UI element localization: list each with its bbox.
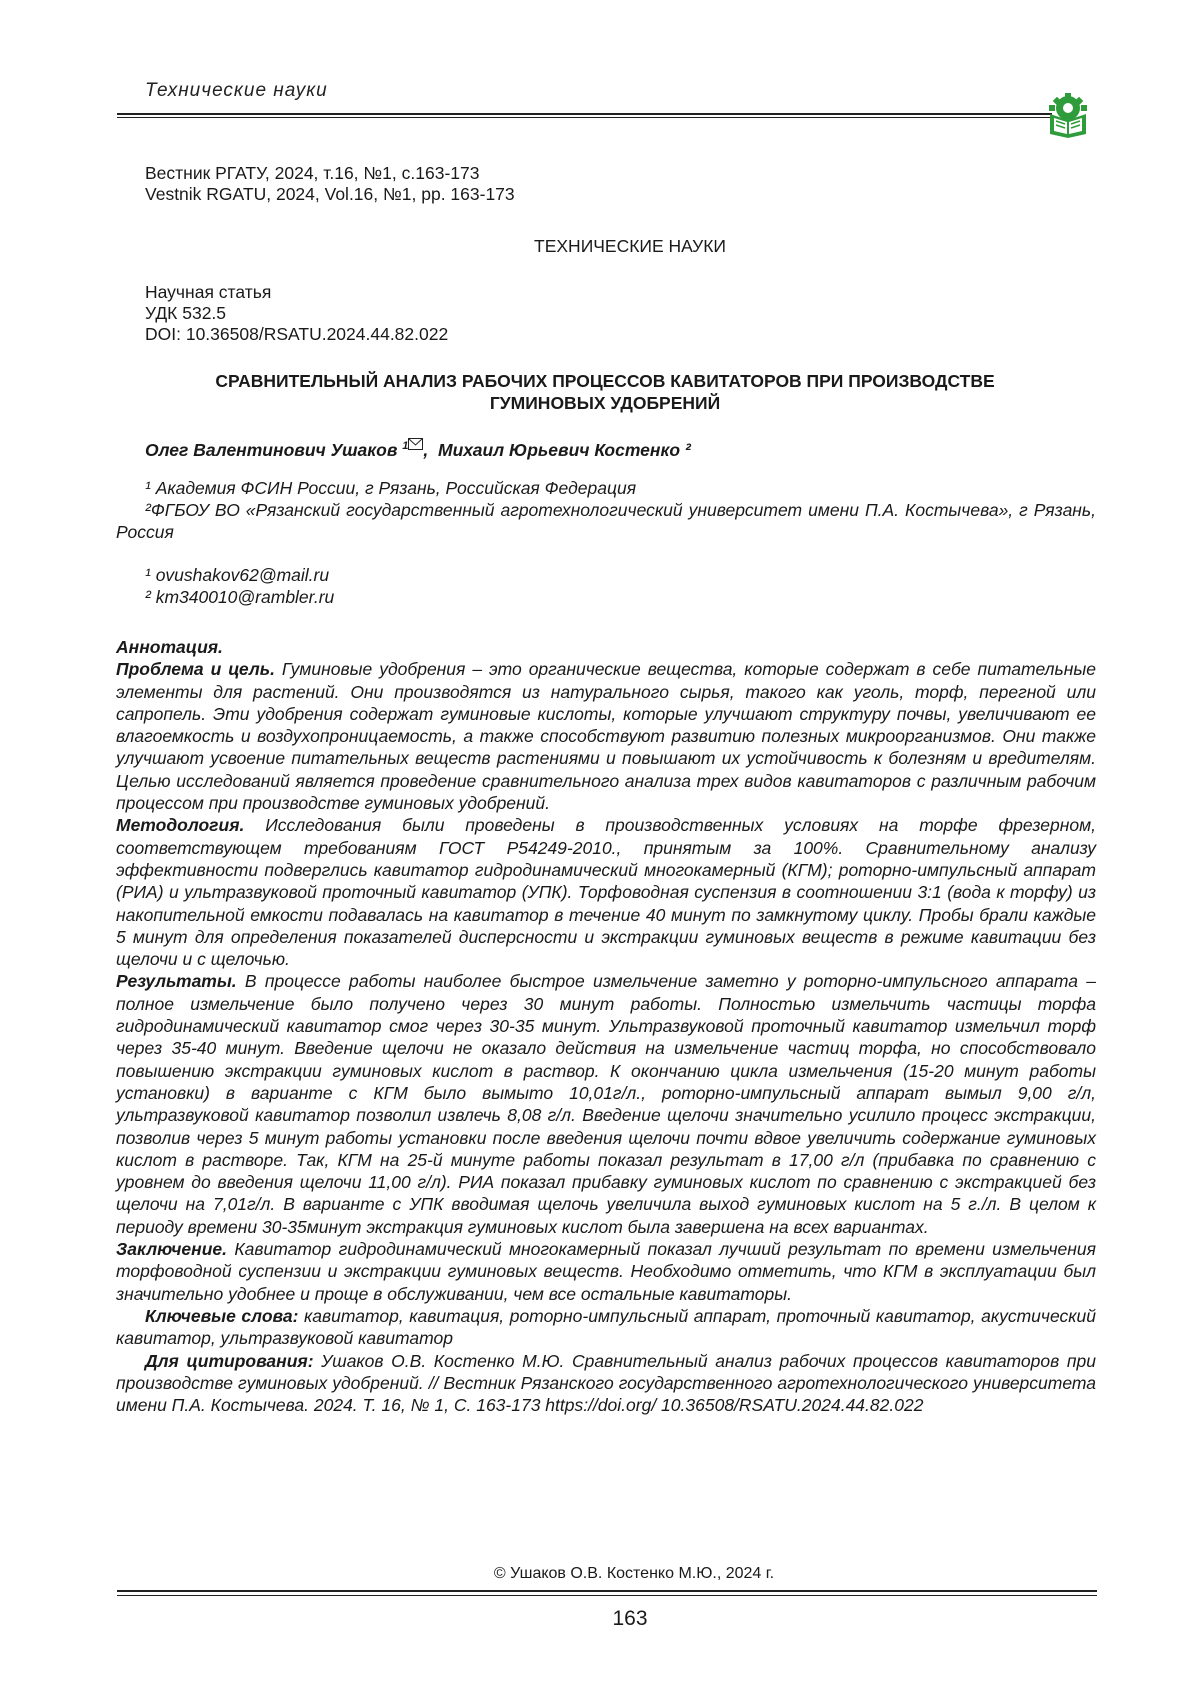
problem-text: Гуминовые удобрения – это органические вещества, которые содержат в себе питательные элементы для растений. Они производятся из натурального сырья, такого как уголь, торф, перегной или сапропель. Эти удобрения содержат гуминовые кислоты, которые улучшают структуру почвы, увеличивают ее влагоемкость и воздухопроницаемость, а также способствуют развитию полезных микроорганизмов. Они также улучшают усвоение питательных веществ растениями и повышают их устойчивость к болезням и вредителям. Целью исследований является проведение сравнительного анализа трех видов кавитаторов с различным рабочим процессом при производстве гуминовых удобрений. <box>116 659 1096 814</box>
abstract-conclusion <box>116 1238 1096 1305</box>
email-2[interactable]: ² km340010@rambler.ru <box>145 587 335 607</box>
citation <box>116 1350 1096 1417</box>
journal-logo-icon <box>1046 92 1090 138</box>
results-label: Результаты. <box>116 971 237 992</box>
keywords-label: Ключевые слова: <box>145 1305 299 1326</box>
affiliation-1: ¹ Академия ФСИН России, г Рязань, Российская Федерация <box>145 478 637 498</box>
abstract-problem <box>116 658 1096 814</box>
page-number: 163 <box>612 1607 648 1630</box>
conclusion-text: Кавитатор гидродинамический многокамерный показал лучший результат по времени измельчения торфоводной суспензии и экстракции гуминовых веществ. Необходимо отметить, что КГМ в эксплуатации был значительно удобнее и проще в обслуживании, чем все остальные кавитаторы. <box>116 1239 1096 1304</box>
section-title: ТЕХНИЧЕСКИЕ НАУКИ <box>534 236 726 256</box>
abstract-results <box>116 970 1096 1238</box>
header-rule-thin <box>117 117 1052 118</box>
email-1[interactable]: ¹ ovushakov62@mail.ru <box>145 565 330 585</box>
author-1: Олег Валентинович Ушаков <box>145 440 398 460</box>
article-title-line-1: СРАВНИТЕЛЬНЫЙ АНАЛИЗ РАБОЧИХ ПРОЦЕССОВ КАВИТАТОРОВ ПРИ ПРОИЗВОДСТВЕ <box>215 371 995 391</box>
journal-citation-ru: Вестник РГАТУ, 2024, т.16, №1, с.163-173 <box>145 163 480 183</box>
abstract-heading: Аннотация. <box>116 637 223 657</box>
abstract-methodology <box>116 814 1096 970</box>
problem-label: Проблема и цель. <box>116 659 275 680</box>
author-list <box>145 434 691 461</box>
keywords <box>116 1305 1096 1350</box>
article-title-line-2: ГУМИНОВЫХ УДОБРЕНИЙ <box>489 393 721 413</box>
author-separator: , <box>423 440 429 460</box>
mail-icon <box>408 434 423 446</box>
methodology-text: Исследования были проведены в производственных условиях на торфе фрезерном, соответствующем требованиям ГОСТ Р54249-2010., принятым за 100%. Сравнительному анализу эффективности подверглись кавитатор гидродинамический многокамерный (КГМ); роторно-импульсный аппарат (РИА) и ультразвуковой проточный кавитатор (УПК). Торфоводная суспензия в соотношении 3:1 (вода к торфу) из накопительной емкости подавалась на кавитатор в течение 40 минут по замкнутому циклу. Пробы брали каждые 5 минут для определения показателей дисперсности и экстракции гуминовых веществ в режиме кавитации без щелочи и с щелочью. <box>116 815 1096 970</box>
footer-rule-thin <box>117 1595 1097 1596</box>
footer-rule <box>117 1590 1097 1592</box>
header-rule <box>117 113 1052 115</box>
copyright: © Ушаков О.В. Костенко М.Ю., 2024 г. <box>493 1565 775 1582</box>
article-title <box>150 370 1060 414</box>
methodology-label: Методология. <box>116 815 245 836</box>
affiliation-2-text: ²ФГБОУ ВО «Рязанский государственный агротехнологический университет имени П.А. Костычева», г Рязань, Россия <box>116 500 1096 542</box>
citation-label: Для цитирования: <box>145 1350 314 1371</box>
citation-text: Ушаков О.В. Костенко М.Ю. Сравнительный анализ рабочих процессов кавитаторов при производстве гуминовых удобрений. // Вестник Рязанского государственного агротехнологического университета имени П.А. Костычева. 2024. Т. 16, № 1, С. 163-173 https://doi.org/ 10.36508/RSATU.2024.44.82.022 <box>116 1350 1096 1416</box>
journal-citation-en: Vestnik RGATU, 2024, Vol.16, №1, pp. 163-173 <box>145 184 515 204</box>
results-text: В процессе работы наиболее быстрое измельчение заметно у роторно-импульсного аппарата – полное измельчение было получено через 30 минут работы. Полностью измельчить частицы торфа гидродинамический кавитатор смог через 30-35 минут. Ультразвуковой проточный кавитатор измельчил торф через 35-40 минут. Введение щелочи не оказало действия на измельчение частиц торфа, но способствовало повышению экстракции гуминовых кислот в раствор. К окончанию цикла измельчения (15-20 минут работы установки) в варианте с КГМ было вымыто 10,01г/л., роторно-импульсный аппарат вымыл 9,00 г/л, ультразвуковой кавитатор позволил извлечь 8,08 г/л. Введение щелочи значительно усилило процесс экстракции, позволив через 5 минут работы установки после введения щелочи почти вдвое увеличить содержание гуминовых кислот в растворе. Так, КГМ на 25-й минуте работы показал результат в 17,00 г/л (прибавка по сравнению с уровнем до введения щелочи 11,00 г/л). РИА показал прибавку гуминовых кислот по сравнению с экстракцией без щелочи на 7,01г/л. В варианте с УПК вводимая щелочь увеличила выход гуминовых кислот на 5 г./л. В целом к периоду времени 30-35минут экстракция гуминовых кислот была завершена на всех вариантах. <box>116 971 1096 1237</box>
author-2-affiliation-mark: ² <box>684 440 691 460</box>
abstract <box>116 636 1096 1416</box>
emails <box>116 564 1096 608</box>
author-2: Михаил Юрьевич Костенко <box>438 440 681 460</box>
running-header-section: Технические науки <box>145 80 328 101</box>
doi: DOI: 10.36508/RSATU.2024.44.82.022 <box>145 324 449 344</box>
keywords-text: кавитатор, кавитация, роторно-импульсный аппарат, проточный кавитатор, акустический кавитатор, ультразвуковой кавитатор <box>116 1305 1096 1349</box>
author-1-affiliation-mark: 1 <box>402 440 409 453</box>
udk-code: УДК 532.5 <box>145 303 227 323</box>
article-type: Научная статья <box>145 282 272 302</box>
affiliation-2 <box>116 499 1096 543</box>
affiliations <box>116 477 1096 543</box>
conclusion-label: Заключение. <box>116 1239 227 1260</box>
